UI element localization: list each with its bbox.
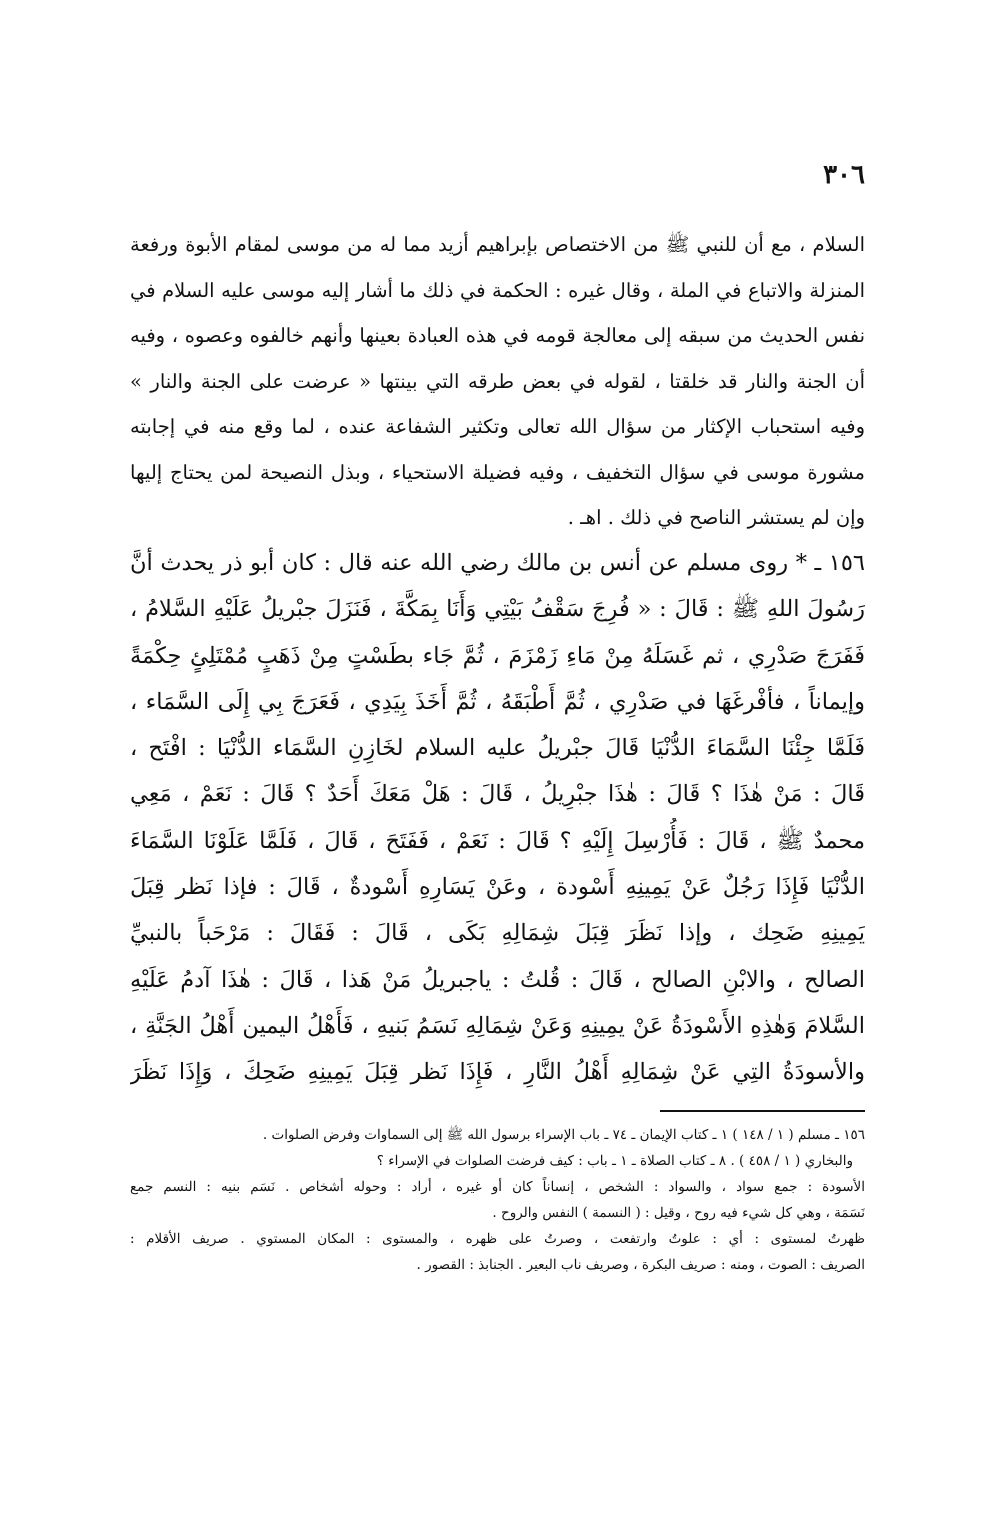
hadith-line: ١٥٦ ـ * روى مسلم عن أنس بن مالك رضي الله عنه قال : كان أبو ذر يحدث أنَّ: [130, 550, 865, 576]
commentary-line: المنزلة والاتباع في الملة ، وقال غيره : الحكمة في ذلك ما أشار إليه موسى عليه السلام في: [130, 278, 865, 302]
hadith-line: رَسُولَ اللهِ ﷺ : قَالَ : « فُرِجَ سَقْفُ بَيْتِي وَأَنَا بِمَكَّةَ ، فَنَزَلَ جبْريلُ عَلَيْهِ السَّلامُ ،: [130, 596, 865, 623]
commentary-line: السلام ، مع أن للنبي ﷺ من الاختصاص بإبراهيم أزيد مما له من موسى لمقام الأبوة ورفعة: [130, 233, 865, 256]
commentary-line: وإن لم يستشر الناصح في ذلك . اهـ .: [567, 506, 865, 529]
hadith-line: السَّلامَ وَهٰذِهِ الأَسْودَةُ عَنْ يمِينِهِ وَعَنْ شِمَالِهِ نَسَمُ بَنيهِ ، فَأَهْلُ اليمين أَهْلُ الجَنَّةِ ،: [130, 1012, 865, 1039]
hadith-line: فَلَمَّا جِئْنَا السَّمَاءَ الدُّنْيَا قَالَ جبْريلُ عليه السلام لخَازِنِ السَّمَاء الدُّنْيَا : افْتَح ،: [130, 735, 865, 762]
footnote-line: ظهرتُ لمستوى : أي : علوتُ وارتفعت ، وصرتُ على ظهره ، والمستوى : المكان المستوي . صريف الأقلام :: [130, 1231, 865, 1247]
hadith-line: محمدٌ ﷺ ، قَالَ : فَأُرْسِلَ إِلَيْهِ ؟ قَالَ : نَعَمْ ، فَفَتَحَ ، قَالَ ، فَلَمَّا عَلَوْنَا السَّمَاءَ: [130, 827, 865, 854]
page-number: ٣٠٦: [823, 160, 865, 190]
footnote-line: نَسَمَة ، وهي كل شيء فيه روح ، وقيل : ( النسمة ) النفس والروح .: [492, 1205, 865, 1221]
hadith-paragraph: [130, 540, 865, 1096]
commentary-line: نفس الحديث من سبقه إلى معالجة قومه في هذه العبادة بعينها وأنهم خالفوه وعصوه ، وفيه: [130, 324, 865, 347]
hadith-line: فَفَرَجَ صَدْرِي ، ثم غَسَلَهُ مِنْ مَاءِ زَمْزَمَ ، ثُمَّ جَاء بطَسْتٍ مِنْ ذَهَبٍ مُمْتَلِئٍ حِكْمَةً: [130, 642, 865, 669]
hadith-line: يَمِينِهِ ضَحِك ، وإذا نَظَرَ قِبَلَ شِمَالِهِ بَكَى ، قَالَ : فَقَالَ : مَرْحَباً بالنبيِّ: [130, 920, 865, 947]
hadith-line: والأسودَةُ التِي عَنْ شِمَالِهِ أَهْلُ النَّارِ ، فَإِذَا نَظر قِبَلَ يَمِينِهِ ضَحِكَ ، وَإِذَا نَظَرَ: [130, 1059, 865, 1086]
commentary-line: مشورة موسى في سؤال التخفيف ، وفيه فضيلة الاستحياء ، وبذل النصيحة لمن يحتاج إليها: [130, 460, 865, 484]
hadith-line: قَالَ : مَنْ هٰذَا ؟ قَالَ : هٰذَا جبْرِيلُ ، قَالَ : هَلْ مَعَكَ أَحَدٌ ؟ قَالَ : نَعَمْ ، مَعِي: [130, 781, 865, 808]
footnote-line: الصريف : الصوت ، ومنه : صريف البكرة ، وصريف ناب البعير . الجنابذ : القصور .: [416, 1257, 865, 1273]
footnote-line: الأسودة : جمع سواد ، والسواد : الشخص ، إنساناً كان أو غيره ، أراد : وحوله أشخاص . نَسَم بنيه : النسم جمع: [130, 1179, 865, 1195]
commentary-line: وفيه استحباب الإكثار من سؤال الله تعالى وتكثير الشفاعة عنده ، لما وقع منه في إجابته: [130, 415, 865, 438]
hadith-line: وإيماناً ، فأفْرغَهَا في صَدْرِي ، ثُمَّ أَطْبَقَهُ ، ثُمَّ أَخَذَ بِيَدِي ، فَعَرَجَ بِي إِلَى السَّمَاء ،: [130, 688, 865, 715]
commentary-paragraph: [130, 222, 865, 541]
hadith-line: الصالح ، والابْنِ الصالح ، قَالَ : قُلتُ : ياجبريلُ مَنْ هَذا ، قَالَ : هٰذَا آدمُ عَلَيْهِ: [130, 966, 865, 993]
commentary-line: أن الجنة والنار قد خلقتا ، لقوله في بعض طرقه التي بينتها « عرضت على الجنة والنار »: [130, 369, 865, 393]
footnote-line: ١٥٦ ـ مسلم ( ١ / ١٤٨ ) ١ ـ كتاب الإيمان ـ ٧٤ ـ باب الإسراء برسول الله ﷺ إلى السماوات وفرض الصلوات .: [262, 1127, 865, 1143]
footnotes: [130, 1122, 865, 1278]
footnote-line: والبخاري ( ١ / ٤٥٨ ) . ٨ ـ كتاب الصلاة ـ ١ ـ باب : كيف فرضت الصلوات في الإسراء ؟: [376, 1153, 853, 1169]
hadith-line: الدُّنْيَا فَإِذَا رَجُلٌ عَنْ يَمِينِهِ أَسْودة ، وعَنْ يَسَارِهِ أَسْودةٌ ، قَالَ : فإذا نَظر قِبَلَ: [130, 874, 865, 901]
footnote-divider: [660, 1110, 865, 1112]
